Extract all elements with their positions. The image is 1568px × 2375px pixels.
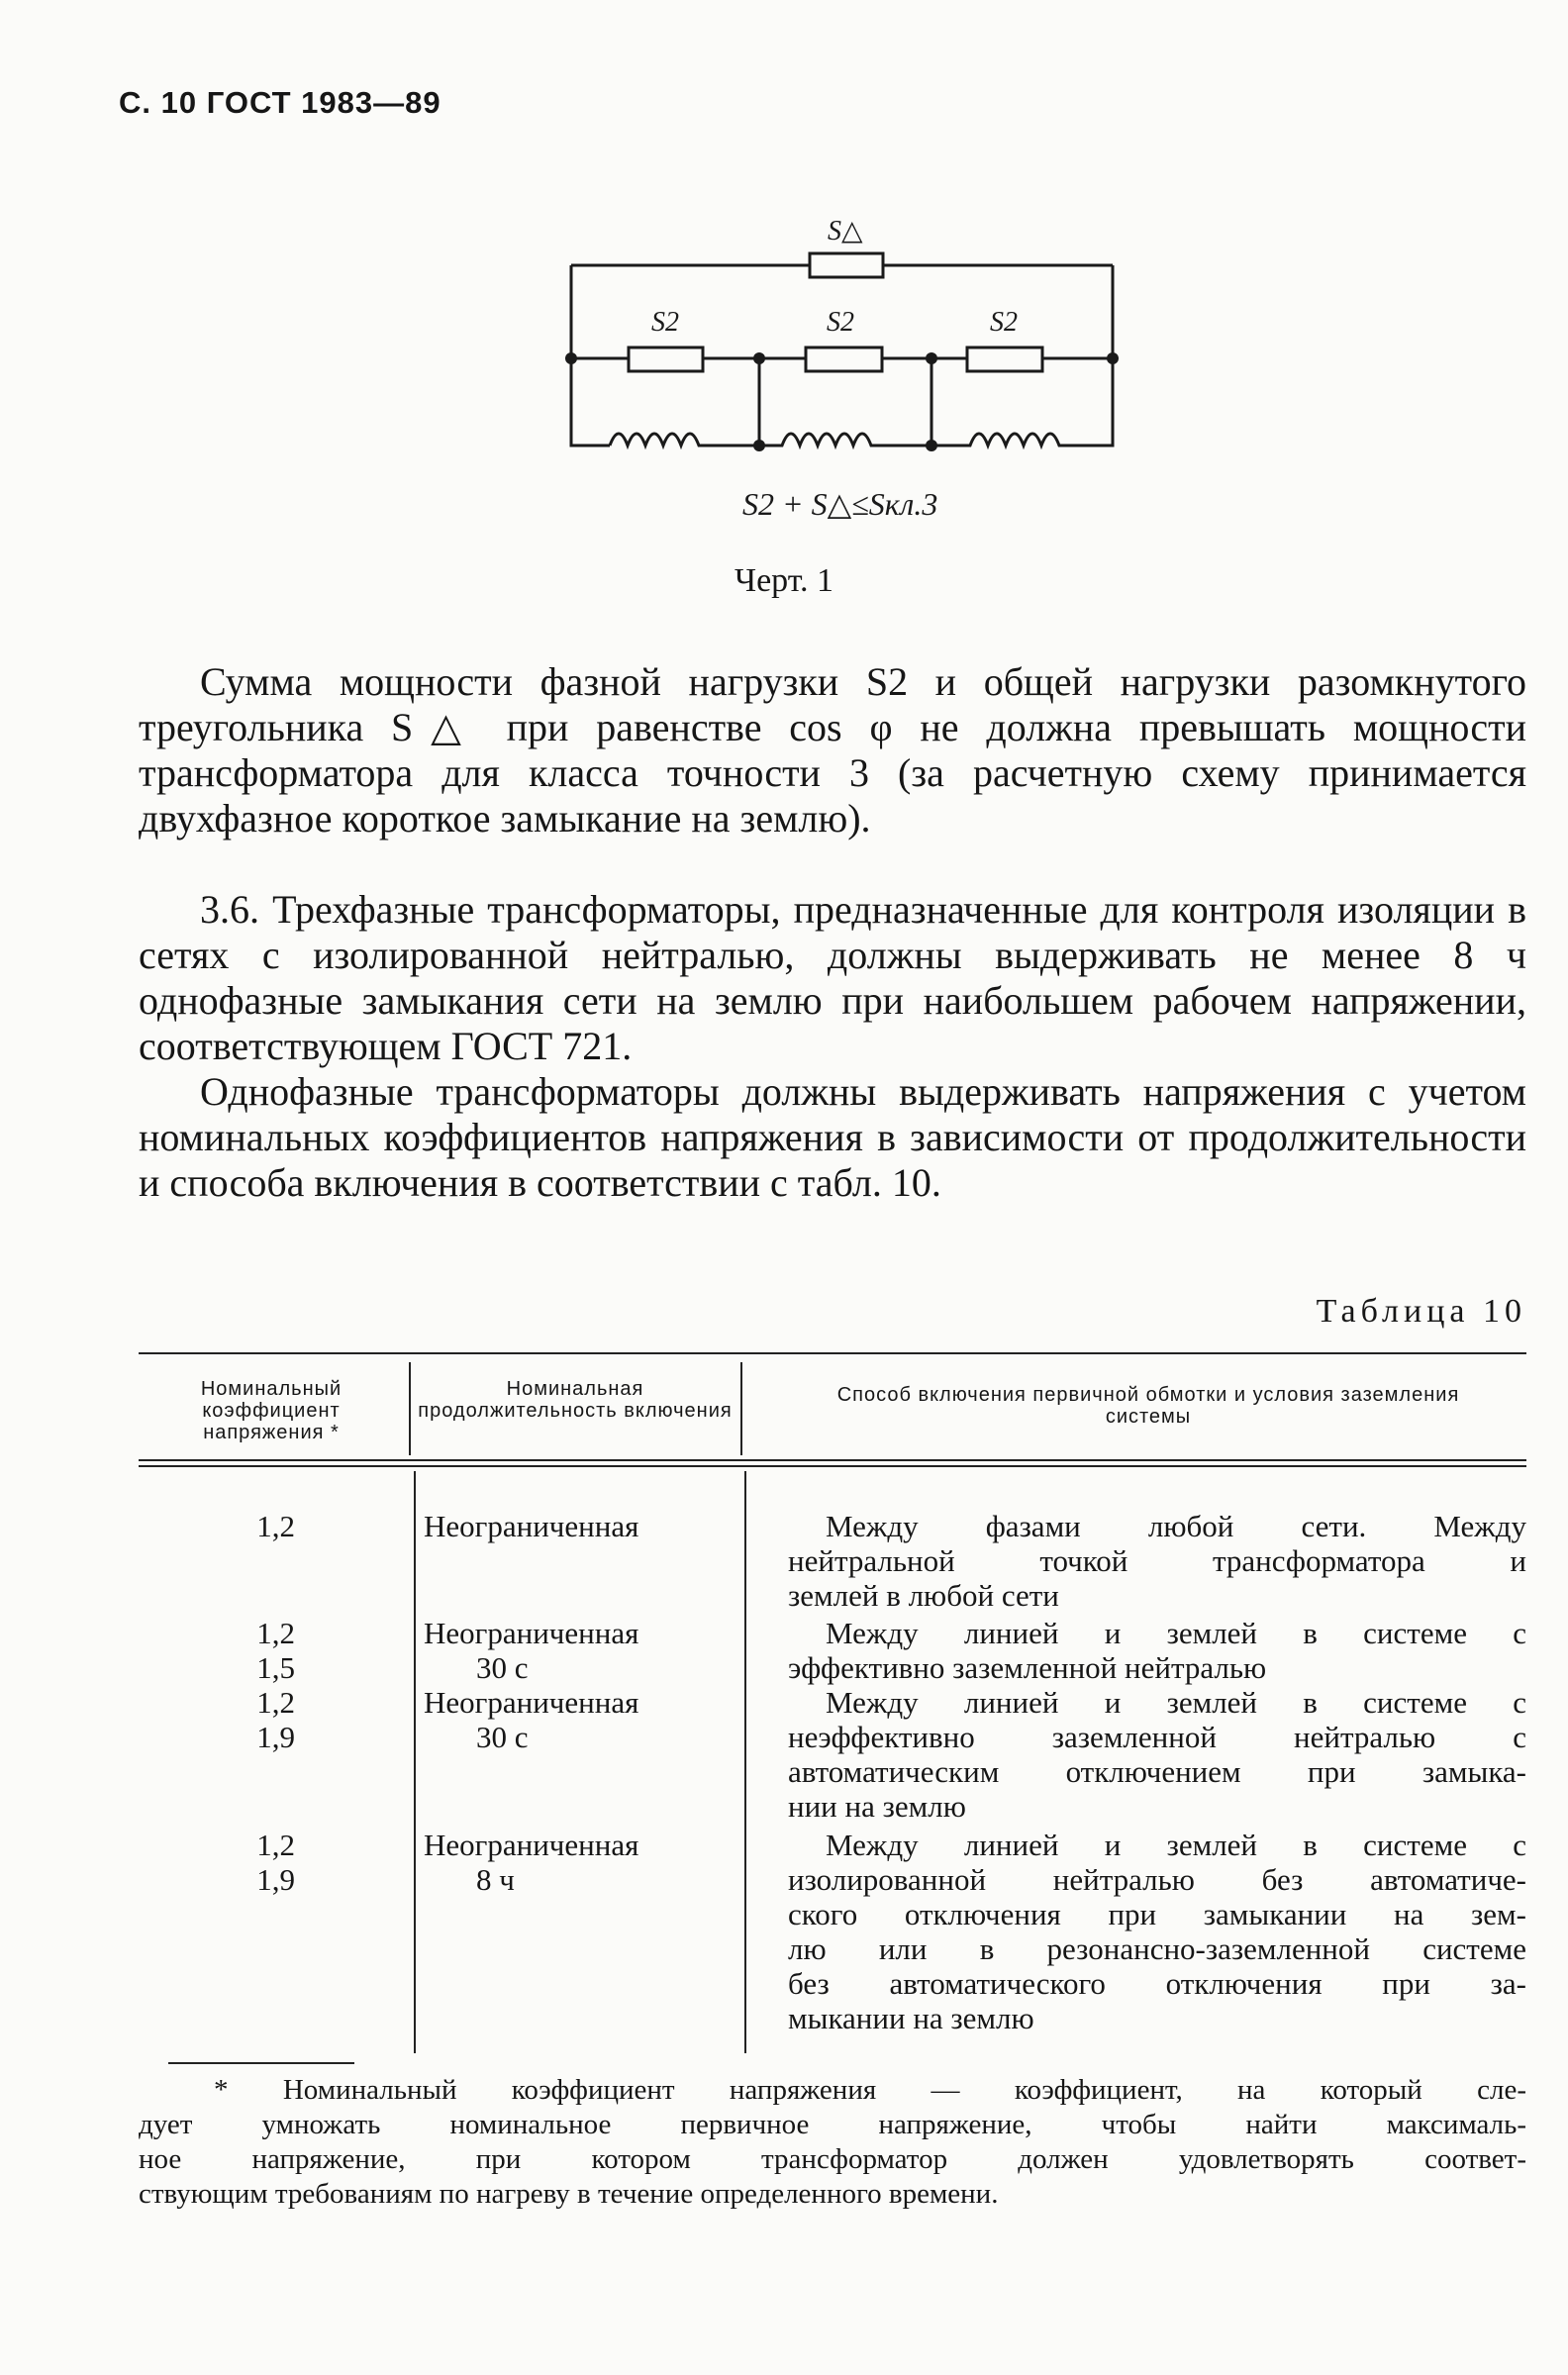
circuit-diagram xyxy=(554,198,1128,614)
resistor-s2-left xyxy=(629,347,703,371)
resistor-s2-right xyxy=(967,347,1042,371)
table-header-rule-2 xyxy=(139,1465,1526,1467)
coil-right xyxy=(931,434,1084,445)
footnote-rule xyxy=(168,2062,354,2064)
table-row-2-coef: 1,2 1,5 xyxy=(256,1616,295,1685)
table-row-3-duration: Неограниченная 30 с xyxy=(424,1685,639,1754)
table-row-2-duration: Неограниченная 30 с xyxy=(424,1616,639,1685)
paragraph-2: 3.6. Трехфазные трансформаторы, предназначенные для контроля изоляции в сетях с изолированной нейтралью, должны выдерживать не менее 8 ч однофазные замыкания сети на землю при наибольшем рабочем напряжении, соответствующем ГОСТ 721. xyxy=(139,887,1526,1068)
table-label: Таблица 10 xyxy=(1316,1293,1526,1330)
table-row-4-coef: 1,2 1,9 xyxy=(256,1828,295,1897)
header-col-rule-2 xyxy=(740,1362,742,1455)
table-header-rule xyxy=(139,1459,1526,1461)
table-row-1-coef: 1,2 xyxy=(256,1509,295,1543)
table-row-4-duration: Неограниченная 8 ч xyxy=(424,1828,639,1897)
header-method: Способ включения первичной обмотки и условия заземления системы xyxy=(836,1384,1460,1428)
header-col-rule-1 xyxy=(409,1362,411,1455)
label-s-delta: S△ xyxy=(828,216,863,247)
body-col-rule-1 xyxy=(414,1471,416,2053)
paragraphs-block xyxy=(139,887,1526,1206)
body-col-rule-2 xyxy=(744,1471,746,2053)
label-s2-right: S2 xyxy=(990,307,1018,338)
table-row-1-method: Между фазами любой сети. Между нейтральной точкой трансформатора и землей в любой сети xyxy=(788,1509,1526,1613)
page-header: С. 10 ГОСТ 1983—89 xyxy=(119,85,441,120)
paragraph-1: Сумма мощности фазной нагрузки S2 и общей нагрузки разомкнутого треугольника S△ при равенстве cos φ не должна превышать мощности трансформатора для класса точности 3 (за расчетную схему принимается двухфазное короткое замыкание на землю). xyxy=(139,659,1526,841)
resistor-s2-middle xyxy=(806,347,882,371)
table-row-4-method: Между линией и землей в системе с изолированной нейтралью без автоматиче- ского отключения при замыкании на зем- лю или в резонансно-заземленной системе без автоматического отключения при за- мыкании на землю xyxy=(788,1828,1526,2035)
header-duration: Номинальная продолжительность включения xyxy=(418,1378,733,1422)
table-row-2-method: Между линией и землей в системе с эффективно заземленной нейтралью xyxy=(788,1616,1526,1685)
table-top-rule xyxy=(139,1352,1526,1354)
resistor-s-delta xyxy=(810,253,883,277)
paragraph-3: Однофазные трансформаторы должны выдерживать напряжения с учетом номинальных коэффициентов напряжения в зависимости от продолжительности и способа включения в соответствии с табл. 10. xyxy=(139,1069,1526,1205)
table-row-3-method: Между линией и землей в системе с неэффективно заземленной нейтралью с автоматическим отключением при замыка- нии на землю xyxy=(788,1685,1526,1824)
figure-caption: Черт. 1 xyxy=(734,562,834,599)
formula: S2 + S△≤Sкл.3 xyxy=(742,486,938,522)
coil-left xyxy=(610,434,759,445)
table-row-1-duration: Неограниченная xyxy=(424,1509,639,1543)
header-coefficient: Номинальный коэффициент напряжения * xyxy=(200,1378,343,1443)
footnote: * Номинальный коэффициент напряжения — коэффициент, на который сле- дует умножать номинальное первичное напряжение, чтобы найти максималь- ное напряжение, при котором трансформатор должен удовлетворять соответ- ствующим требованиям по нагреву в течение определенного времени. xyxy=(139,2074,1526,2210)
label-s2-left: S2 xyxy=(651,307,679,338)
table-row-3-coef: 1,2 1,9 xyxy=(256,1685,295,1754)
coil-middle xyxy=(759,434,931,445)
label-s2-middle: S2 xyxy=(827,307,854,338)
